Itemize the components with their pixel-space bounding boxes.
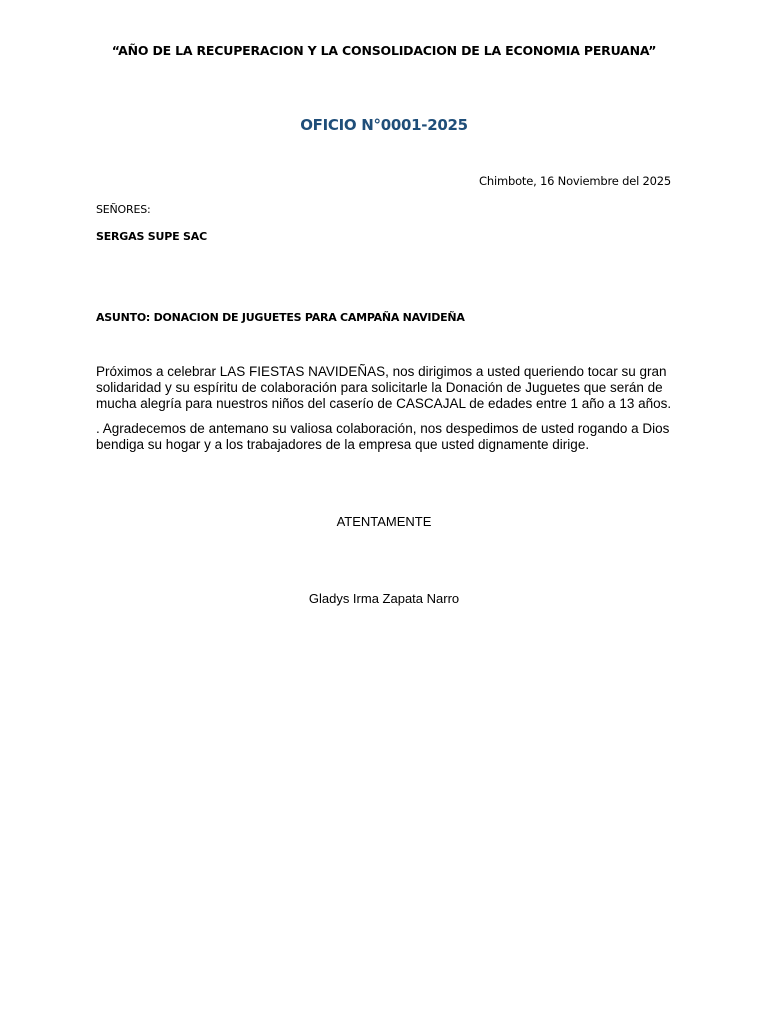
recipient-label: SEÑORES: xyxy=(96,203,151,216)
recipient-name: SERGAS SUPE SAC xyxy=(96,230,207,243)
body-paragraph-2: . Agradecemos de antemano su valiosa colaboración, nos despedimos de usted rogando a Dios bendiga su hogar y a los trabajadores de la empresa que usted dignamente dirige. xyxy=(96,421,670,452)
place-date: Chimbote, 16 Noviembre del 2025 xyxy=(479,174,671,188)
year-motto: “AÑO DE LA RECUPERACION Y LA CONSOLIDACION DE LA ECONOMIA PERUANA” xyxy=(111,43,657,58)
document-title: OFICIO N°0001-2025 xyxy=(300,116,468,134)
body-paragraph-1: Próximos a celebrar LAS FIESTAS NAVIDEÑAS, nos dirigimos a usted queriendo tocar su gran solidaridad y su espíritu de colaboración para solicitarle la Donación de Juguetes que serán de mucha alegría para nuestros niños del caserío de CASCAJAL de edades entre 1 año a 13 años. xyxy=(96,364,672,411)
signature-name: Gladys Irma Zapata Narro xyxy=(308,591,460,606)
subject-line: ASUNTO: DONACION DE JUGUETES PARA CAMPAÑA NAVIDEÑA xyxy=(96,311,465,324)
closing-salutation: ATENTAMENTE xyxy=(336,514,432,529)
